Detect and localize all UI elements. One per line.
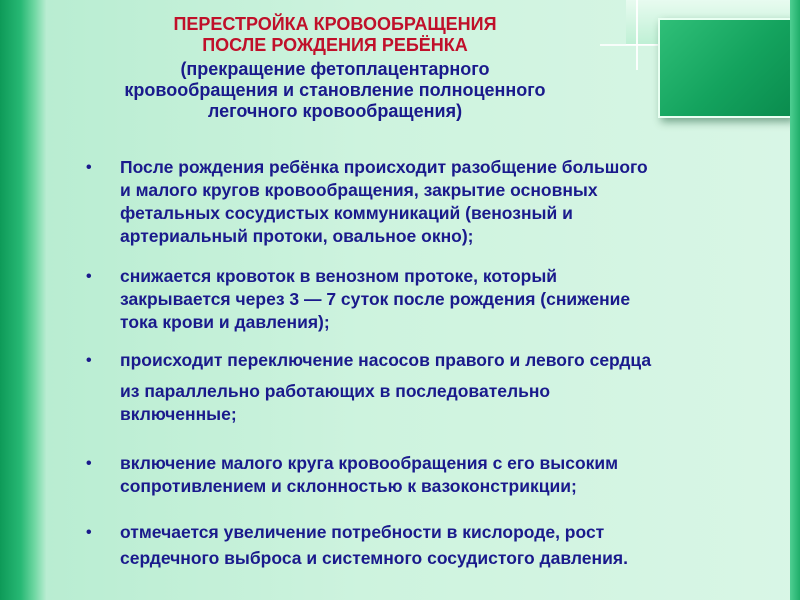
bullet-marker: • — [86, 524, 92, 541]
slide-subtitle-line: (прекращение фетоплацентарного — [180, 59, 490, 79]
bullet-item — [86, 265, 766, 334]
slide-title — [70, 14, 600, 56]
left-gradient-band — [0, 0, 46, 600]
bullet-list — [86, 156, 766, 570]
slide-title-line: ПЕРЕСТРОЙКА КРОВООБРАЩЕНИЯ — [173, 14, 497, 34]
bullet-marker: • — [86, 159, 92, 176]
bullet-line: и малого кругов кровообращения, закрытие основных — [120, 180, 598, 200]
right-gradient-strip — [790, 0, 800, 600]
bullet-line: из параллельно работающих в последовательно — [120, 381, 551, 401]
bullet-line: отмечается увеличение потребности в кислороде, рост — [120, 522, 605, 542]
bullet-line: сопротивлением и склонностью к вазоконстрикции; — [120, 476, 577, 496]
slide-subtitle-line: легочного кровообращения) — [207, 101, 463, 121]
bullet-marker: • — [86, 268, 92, 285]
bullet-line: тока крови и давления); — [120, 312, 330, 332]
slide-title-line: ПОСЛЕ РОЖДЕНИЯ РЕБЁНКА — [202, 35, 468, 55]
decorative-vertical-line — [636, 0, 638, 70]
slide-subtitle-line: кровообращения и становление полноценного — [124, 80, 546, 100]
bullet-line: сердечного выброса и системного сосудистого давления. — [120, 548, 628, 568]
bullet-line: фетальных сосудистых коммуникаций (венозный и — [120, 203, 573, 223]
bullet-line: артериальный протоки, овальное окно); — [120, 226, 474, 246]
bullet-line: включенные; — [120, 404, 237, 424]
bullet-item — [86, 349, 766, 426]
bullet-line: снижается кровоток в венозном протоке, который — [120, 266, 558, 286]
slide-subtitle — [70, 59, 600, 122]
bullet-item — [86, 452, 766, 498]
title-block — [70, 14, 600, 122]
decorative-green-square — [658, 18, 792, 118]
bullet-item — [86, 521, 766, 570]
bullet-marker: • — [86, 352, 92, 369]
bullet-item — [86, 156, 766, 248]
bullet-marker: • — [86, 455, 92, 472]
bullet-line: происходит переключение насосов правого и левого сердца — [120, 350, 652, 370]
bullet-line: После рождения ребёнка происходит разобщение большого — [120, 157, 648, 177]
bullet-line: закрывается через 3 — 7 суток после рождения (снижение — [120, 289, 631, 309]
bullet-line: включение малого круга кровообращения с его высоким — [120, 453, 619, 473]
